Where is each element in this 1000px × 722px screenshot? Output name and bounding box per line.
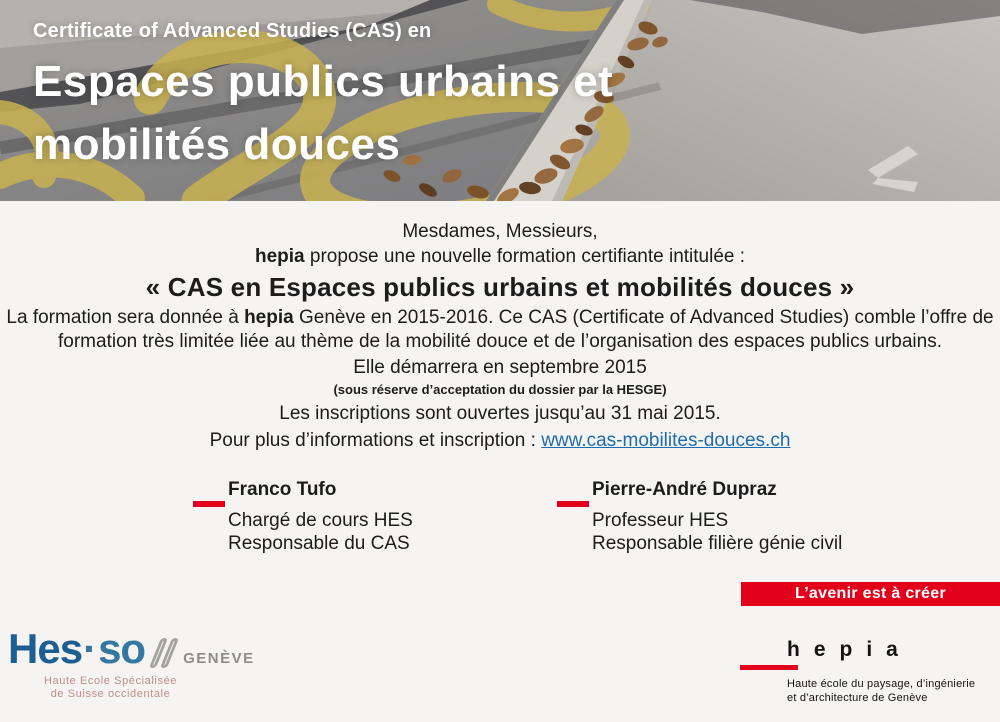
hero-title-line1: Espaces publics urbains et bbox=[33, 57, 614, 106]
cas-heading: « CAS en Espaces publics urbains et mobilités douces » bbox=[145, 272, 855, 302]
info-prefix: Pour plus d’informations et inscription : bbox=[209, 430, 542, 451]
contact-role: Responsable du CAS bbox=[228, 533, 410, 554]
hero-section bbox=[0, 0, 1000, 201]
hesso-logo bbox=[8, 625, 255, 701]
hesso-tagline-line2: de Suisse occidentale bbox=[50, 688, 171, 700]
website-link[interactable]: www.cas-mobilites-douces.ch bbox=[541, 430, 791, 451]
hesso-tagline bbox=[8, 675, 213, 701]
hero-title bbox=[33, 50, 613, 176]
contact-name: Franco Tufo bbox=[228, 479, 337, 500]
info-line bbox=[0, 427, 1000, 454]
contact-body bbox=[228, 479, 413, 555]
hero-kicker: Certificate of Advanced Studies (CAS) en bbox=[33, 20, 432, 42]
hepia-tagline-line2: et d’architecture de Genève bbox=[787, 691, 928, 704]
hesso-tagline-line1: Haute Ecole Spécialisée bbox=[43, 675, 178, 687]
intro-line-bold: hepia bbox=[254, 246, 305, 267]
hepia-logo bbox=[740, 638, 975, 705]
hesso-slashes-icon bbox=[151, 638, 173, 668]
slogan-banner: L’avenir est à créer bbox=[741, 582, 1000, 606]
hesso-word-so: so bbox=[98, 625, 146, 672]
contact-card-franco-tufo bbox=[193, 479, 413, 555]
accent-dash-icon bbox=[557, 501, 589, 507]
paragraph-before: La formation sera donnée à bbox=[6, 307, 245, 328]
hepia-wordmark: hepia bbox=[787, 638, 912, 661]
hero-title-line2: mobilités douces bbox=[33, 120, 401, 169]
paragraph-bold: hepia bbox=[244, 307, 294, 328]
start-date-line: Elle démarrera en septembre 2015 bbox=[353, 357, 647, 378]
contact-card-pierre-andre-dupraz bbox=[557, 479, 842, 555]
contact-role: Chargé de cours HES bbox=[228, 510, 413, 531]
accent-dash-icon bbox=[193, 501, 225, 507]
contact-role: Responsable filière génie civil bbox=[592, 533, 843, 554]
intro-line bbox=[0, 244, 1000, 269]
hesso-word-hes: Hes bbox=[8, 625, 83, 672]
contact-role: Professeur HES bbox=[592, 510, 729, 531]
hero-text-block bbox=[33, 18, 613, 176]
salutation: Mesdames, Messieurs, bbox=[402, 221, 598, 242]
intro-line-rest: propose une nouvelle formation certifiante intitulée : bbox=[304, 246, 746, 267]
hepia-underline-icon bbox=[740, 665, 798, 670]
hesso-dot: · bbox=[83, 625, 98, 672]
paragraph-after: Genève en 2015-2016. Ce CAS (Certificate of Advanced Studies) comble l’offre de formation très limitée liée au thème de la mobilité douce et de l’organisation des espaces publics urbains. bbox=[58, 307, 994, 352]
reservation-note: (sous réserve d’acceptation du dossier par la HESGE) bbox=[333, 382, 667, 397]
hesso-city-label: GENÈVE bbox=[183, 650, 255, 667]
deadline-line: Les inscriptions sont ouvertes jusqu’au 31 mai 2015. bbox=[279, 403, 721, 424]
announcement-body bbox=[0, 201, 1000, 454]
hepia-tagline bbox=[787, 678, 975, 705]
hepia-tagline-line1: Haute école du paysage, d’ingénierie bbox=[787, 678, 976, 690]
contact-name: Pierre-André Dupraz bbox=[592, 479, 777, 500]
intro-paragraph bbox=[2, 306, 998, 353]
contact-body bbox=[592, 479, 842, 555]
hesso-wordmark bbox=[8, 625, 255, 672]
